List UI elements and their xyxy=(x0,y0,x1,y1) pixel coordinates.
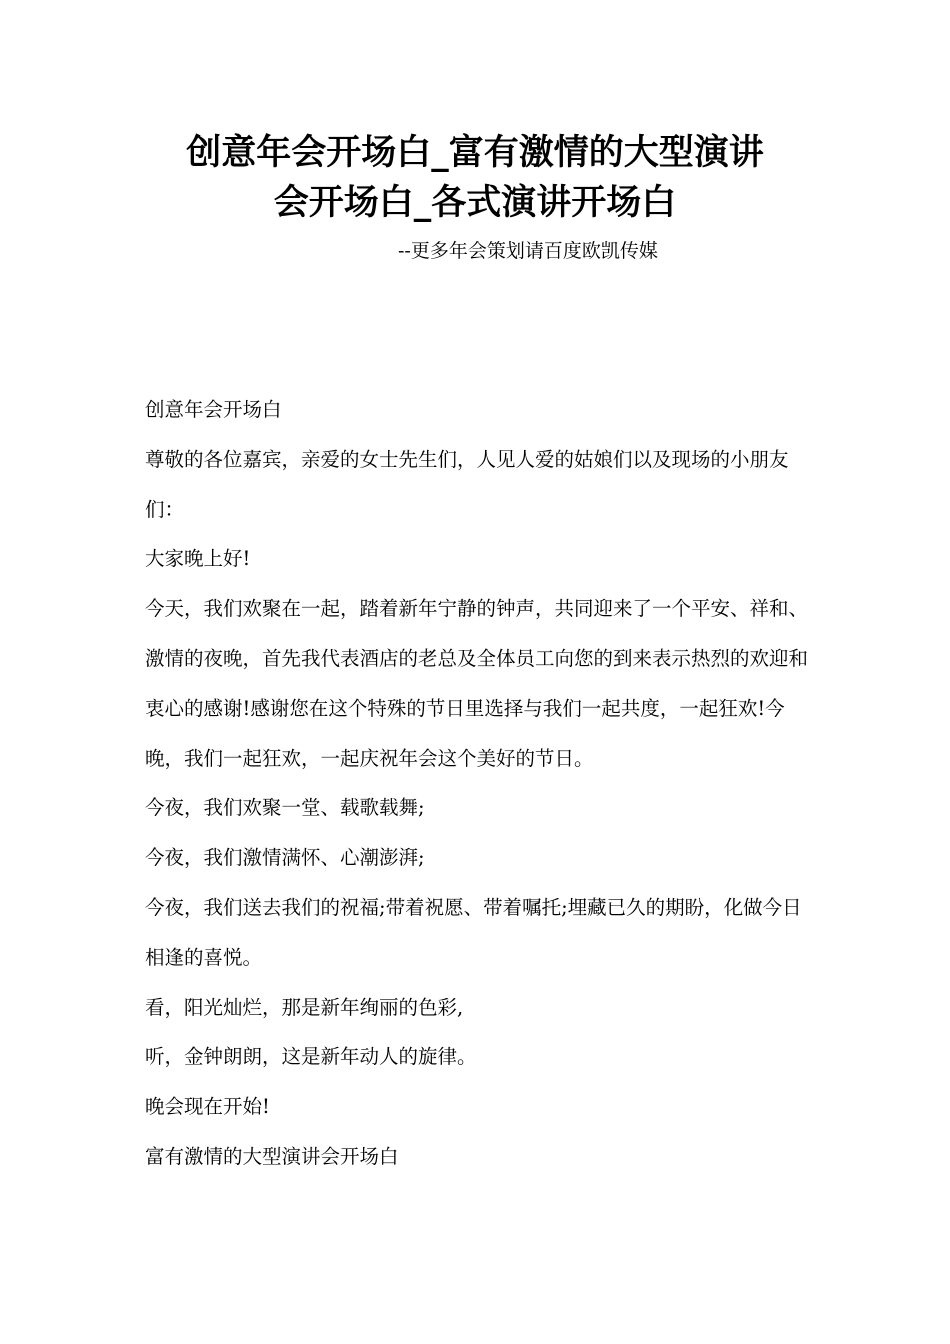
document-title xyxy=(100,128,850,228)
paragraph: 大家晚上好! xyxy=(145,547,251,571)
paragraph: 尊敬的各位嘉宾，亲爱的女士先生们，人见人爱的姑娘们以及现场的小朋友们： xyxy=(145,447,789,521)
paragraph: 晚会现在开始! xyxy=(145,1095,270,1119)
paragraph: 今夜，我们欢聚一堂、载歌载舞; xyxy=(145,796,425,820)
paragraph: 今天，我们欢聚在一起，踏着新年宁静的钟声，共同迎来了一个平安、祥和、激情的夜晚，首先我代表酒店的老总及全体员工向您的到来表示热烈的欢迎和衷心的感谢!感谢您在这个特殊的节日里选择与我们一起共度，一起狂欢!今晚，我们一起狂欢，一起庆祝年会这个美好的节日。 xyxy=(145,597,809,770)
document-subtitle: --更多年会策划请百度欧凯传媒 xyxy=(398,240,658,262)
paragraph-section-heading: 富有激情的大型演讲会开场白 xyxy=(145,1144,399,1168)
paragraph: 今夜，我们激情满怀、心潮澎湃; xyxy=(145,846,425,870)
paragraph-section-heading: 创意年会开场白 xyxy=(145,398,282,421)
title-line-2: 会开场白_各式演讲开场白 xyxy=(273,182,677,223)
paragraph: 今夜，我们送去我们的祝福;带着祝愿、带着嘱托;埋藏已久的期盼，化做今日相逢的喜悦。 xyxy=(145,895,802,969)
paragraph: 看，阳光灿烂，那是新年绚丽的色彩, xyxy=(145,995,464,1019)
title-line-1: 创意年会开场白_富有激情的大型演讲 xyxy=(186,132,764,173)
document-body xyxy=(145,385,810,1182)
paragraph: 听，金钟朗朗，这是新年动人的旋律。 xyxy=(145,1045,477,1069)
